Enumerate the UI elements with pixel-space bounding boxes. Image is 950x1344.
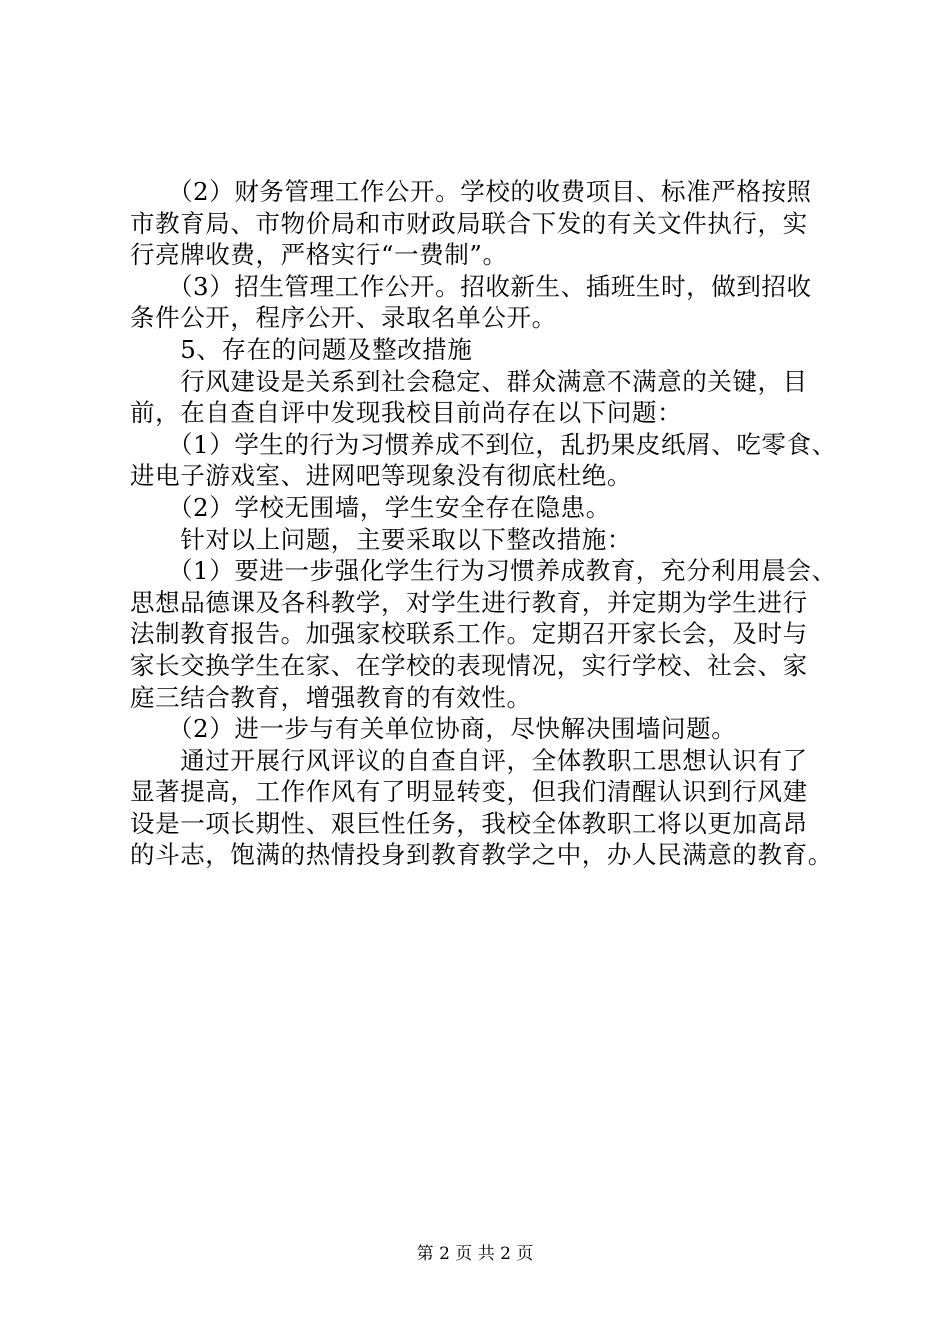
text-line: （1）要进一步强化学生行为习惯养成教育，充分利用晨会、 [130, 556, 837, 586]
text-line: （1）学生的行为习惯养成不到位，乱扔果皮纸屑、吃零食、 [130, 429, 837, 459]
text-line: 条件公开，程序公开、录取名单公开。 [130, 303, 557, 333]
text-line: （2）进一步与有关单位协商，尽快解决围墙问题。 [130, 714, 737, 744]
text-line: 思想品德课及各科教学，对学生进行教育，并定期为学生进行 [130, 587, 808, 617]
text-line: 通过开展行风评议的自查自评，全体教职工思想认识有了 [130, 745, 808, 775]
text-line: 行风建设是关系到社会稳定、群众满意不满意的关键，目 [130, 366, 808, 396]
text-line: 设是一项长期性、艰巨性任务，我校全体教职工将以更加高昂 [130, 808, 808, 838]
text-line: 行亮牌收费，严格实行“一费制”。 [130, 240, 508, 270]
text-line: 进电子游戏室、进网吧等现象没有彻底杜绝。 [130, 461, 632, 491]
body-text [130, 176, 837, 871]
text-line: 庭三结合教育，增强教育的有效性。 [130, 682, 532, 712]
text-line: （2）学校无围墙，学生安全存在隐患。 [130, 492, 611, 522]
section-heading: 5、存在的问题及整改措施 [130, 334, 473, 364]
text-line: 针对以上问题，主要采取以下整改措施： [130, 524, 632, 554]
text-line: 的斗志，饱满的热情投身到教育教学之中，办人民满意的教育。 [130, 840, 833, 870]
text-line: 法制教育报告。加强家校联系工作。定期召开家长会，及时与 [130, 619, 808, 649]
text-line: 显著提高，工作作风有了明显转变，但我们清醒认识到行风建 [130, 777, 808, 807]
text-line: （3）招生管理工作公开。招收新生、插班生时，做到招收 [130, 271, 812, 301]
text-line: （2）财务管理工作公开。学校的收费项目、标准严格按照 [130, 177, 812, 206]
text-line: 家长交换学生在家、在学校的表现情况，实行学校、社会、家 [130, 650, 808, 680]
text-line: 市教育局、市物价局和市财政局联合下发的有关文件执行，实 [130, 208, 808, 238]
page-footer: 第 2 页 共 2 页 [416, 1244, 534, 1264]
text-line: 前，在自查自评中发现我校目前尚存在以下问题： [130, 398, 683, 428]
